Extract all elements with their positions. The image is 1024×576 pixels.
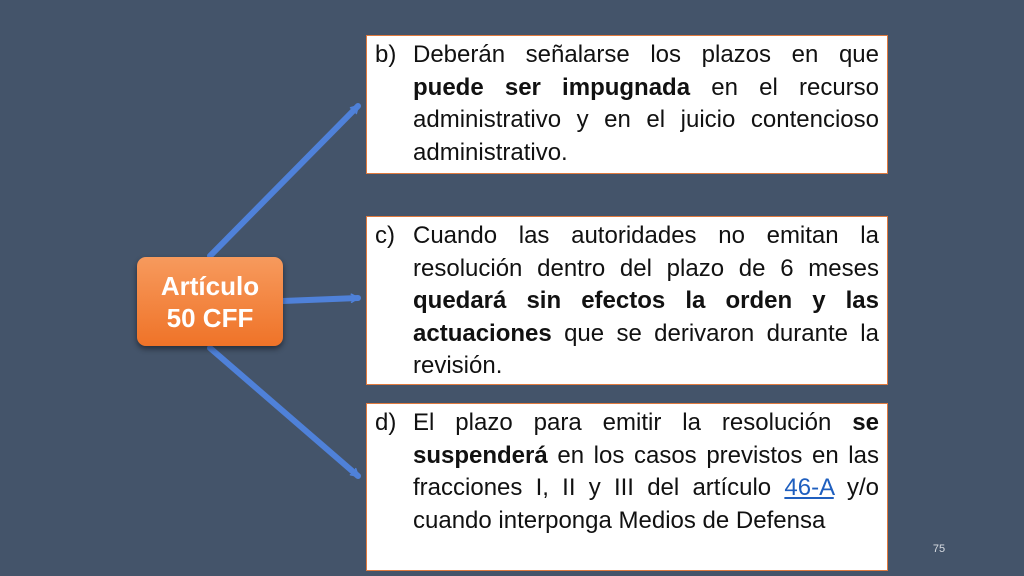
item-text xyxy=(413,220,879,383)
arrow-to-b xyxy=(210,106,358,256)
item-letter: c) xyxy=(375,222,395,249)
item-text xyxy=(413,39,879,169)
articulo-node xyxy=(137,257,283,346)
text-part: en los casos previstos en las fracciones I, II y III del artículo xyxy=(413,441,879,501)
item-text xyxy=(413,407,879,537)
item-letter: d) xyxy=(375,409,397,436)
text-part: que se derivaron durante la revisión. xyxy=(413,319,879,379)
text-part-bold: quedará sin efectos la orden y las actuaciones xyxy=(413,287,879,347)
arrow-to-c xyxy=(283,298,358,301)
text-part: Deberán señalarse los plazos en que xyxy=(413,41,879,68)
text-part: en el recurso administrativo y en el juicio contencioso administrativo. xyxy=(413,73,880,166)
text-part: y/o cuando interponga Medios de Defensa xyxy=(413,474,879,534)
node-label-line2: 50 CFF xyxy=(166,302,254,333)
page-number: 75 xyxy=(932,543,946,555)
box-d xyxy=(366,403,888,571)
node-label-line1: Artículo xyxy=(160,270,260,301)
box-b xyxy=(366,35,888,174)
article-46a-link[interactable]: 46-A xyxy=(784,474,834,501)
text-part-bold: se suspenderá xyxy=(413,409,879,469)
item-letter: b) xyxy=(375,41,397,68)
text-part: Cuando las autoridades no emitan la resolución dentro del plazo de 6 meses xyxy=(413,222,879,282)
arrow-to-d xyxy=(210,348,358,476)
text-part-bold: puede ser impugnada xyxy=(413,73,691,101)
text-part: El plazo para emitir la resolución xyxy=(413,409,853,436)
box-c xyxy=(366,216,888,385)
